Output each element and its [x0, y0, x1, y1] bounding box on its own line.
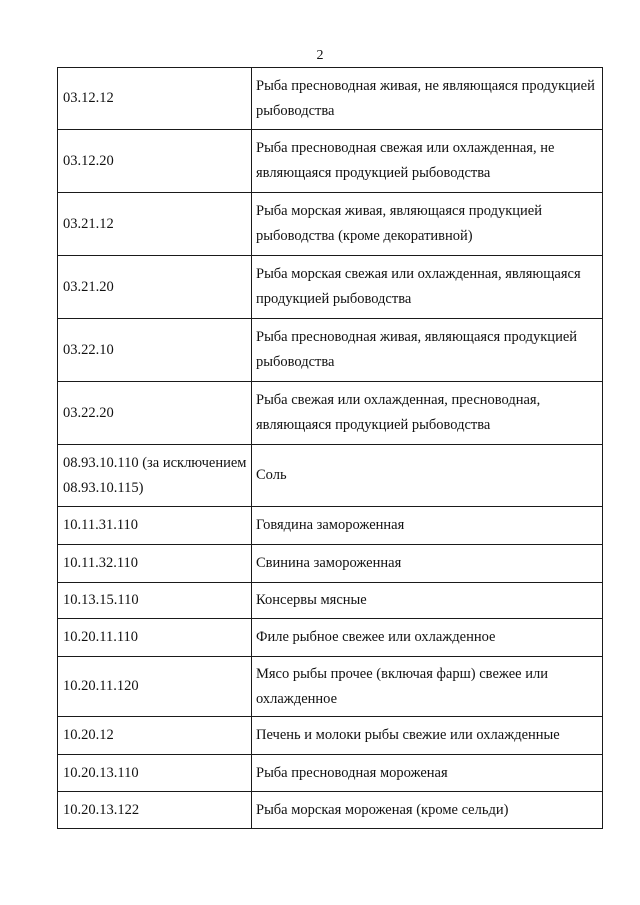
product-code: 10.20.12 — [58, 717, 252, 755]
product-code: 03.21.20 — [58, 256, 252, 319]
table-row — [58, 130, 603, 193]
table-row — [58, 256, 603, 319]
product-code: 10.13.15.110 — [58, 583, 252, 619]
table-row — [58, 382, 603, 445]
table-row — [58, 445, 603, 507]
product-code: 10.20.13.122 — [58, 792, 252, 829]
product-description: Рыба свежая или охлажденная, пресноводная, являющаяся продукцией рыбоводства — [252, 382, 603, 445]
product-description: Рыба морская мороженая (кроме сельди) — [252, 792, 603, 829]
table-row — [58, 507, 603, 545]
product-code: 10.20.11.120 — [58, 657, 252, 717]
table-row — [58, 792, 603, 829]
product-description: Рыба пресноводная живая, являющаяся продукцией рыбоводства — [252, 319, 603, 382]
product-description: Рыба пресноводная живая, не являющаяся продукцией рыбоводства — [252, 68, 603, 130]
table-row — [58, 619, 603, 657]
product-description: Рыба пресноводная мороженая — [252, 755, 603, 792]
table-row — [58, 193, 603, 256]
table-row — [58, 755, 603, 792]
product-code-table — [57, 67, 603, 829]
table-row — [58, 68, 603, 130]
product-code: 03.22.20 — [58, 382, 252, 445]
product-code: 08.93.10.110 (за исключением 08.93.10.115) — [58, 445, 252, 507]
table-row — [58, 717, 603, 755]
product-description: Свинина замороженная — [252, 545, 603, 583]
table-row — [58, 583, 603, 619]
table-row — [58, 319, 603, 382]
product-description: Филе рыбное свежее или охлажденное — [252, 619, 603, 657]
product-description: Соль — [252, 445, 603, 507]
product-code: 10.11.31.110 — [58, 507, 252, 545]
product-description: Мясо рыбы прочее (включая фарш) свежее или охлажденное — [252, 657, 603, 717]
product-code: 10.20.13.110 — [58, 755, 252, 792]
product-code: 10.11.32.110 — [58, 545, 252, 583]
product-description: Говядина замороженная — [252, 507, 603, 545]
product-code: 10.20.11.110 — [58, 619, 252, 657]
table-row — [58, 545, 603, 583]
product-description: Рыба морская живая, являющаяся продукцией рыбоводства (кроме декоративной) — [252, 193, 603, 256]
product-description: Рыба морская свежая или охлажденная, являющаяся продукцией рыбоводства — [252, 256, 603, 319]
product-description: Печень и молоки рыбы свежие или охлажденные — [252, 717, 603, 755]
product-code: 03.21.12 — [58, 193, 252, 256]
page-number: 2 — [316, 48, 324, 63]
product-code: 03.12.12 — [58, 68, 252, 130]
product-code: 03.22.10 — [58, 319, 252, 382]
product-description: Рыба пресноводная свежая или охлажденная, не являющаяся продукцией рыбоводства — [252, 130, 603, 193]
product-code: 03.12.20 — [58, 130, 252, 193]
table-row — [58, 657, 603, 717]
product-description: Консервы мясные — [252, 583, 603, 619]
